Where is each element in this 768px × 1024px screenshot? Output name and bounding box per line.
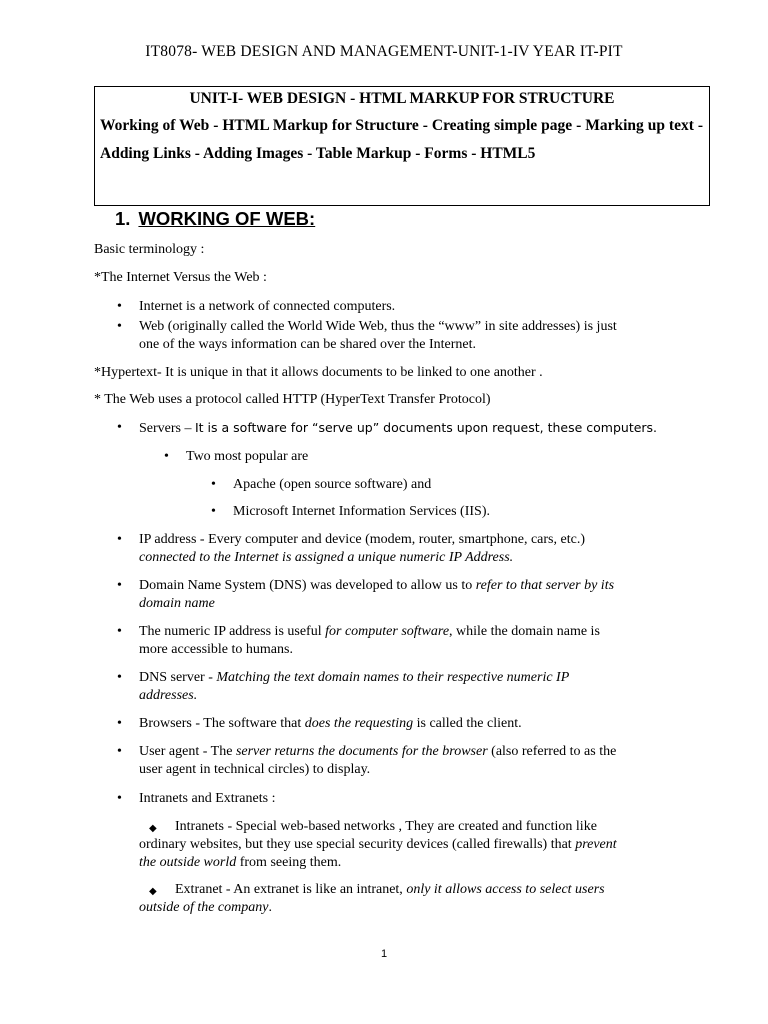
diamond-bullet-icon: ◆ [149, 823, 157, 834]
list-item: • The numeric IP address is useful for computer software, while the domain name is more accessible to humans. [117, 624, 600, 657]
section-heading [115, 208, 315, 230]
bullet-icon: • [117, 716, 122, 731]
basic-terminology: Basic terminology : [94, 242, 205, 257]
list-item: • Browsers - The software that does the requesting is called the client. [117, 716, 522, 731]
list-item: • User agent - The server returns the documents for the browser (also referred to as the user agent in technical circles) to display. [117, 744, 617, 777]
bullet-icon: • [117, 624, 122, 639]
bullet-icon: • [117, 744, 122, 759]
bullet-icon: • [117, 670, 122, 685]
bullet-icon: • [117, 299, 122, 314]
bullet-icon: • [117, 791, 122, 806]
list-item: • Domain Name System (DNS) was developed to allow us to refer to that server by its domain name [117, 578, 615, 611]
internet-vs-web: *The Internet Versus the Web : [94, 270, 267, 285]
bullet-icon: • [117, 532, 122, 547]
section-title: WORKING OF WEB: [138, 208, 316, 229]
section-number: 1. [115, 208, 131, 229]
list-item: • Two most popular are [164, 449, 309, 464]
bullet-icon: • [117, 578, 122, 593]
unit-title: UNIT-I- WEB DESIGN - HTML MARKUP FOR STRUCTURE [189, 90, 615, 107]
bullet-icon: • [117, 420, 122, 435]
list-item: • DNS server - Matching the text domain names to their respective numeric IP addresses. [117, 670, 570, 703]
bullet-icon: • [117, 319, 122, 334]
unit-topics: Working of Web - HTML Markup for Structure - Creating simple page - Marking up text - Adding Links - Adding Images - Table Markup - Forms - HTML5 [100, 117, 703, 162]
hypertext-line: *Hypertext- It is unique in that it allows documents to be linked to one another . [94, 365, 543, 380]
list-item: • Intranets and Extranets : [117, 791, 276, 806]
list-item: • Microsoft Internet Information Services (IIS). [211, 504, 490, 519]
http-line: * The Web uses a protocol called HTTP (HyperText Transfer Protocol) [94, 392, 491, 407]
page-number: 1 [380, 948, 388, 960]
list-item: • Apache (open source software) and [211, 477, 432, 492]
unit-summary-box [94, 86, 710, 206]
list-item: • IP address - Every computer and device (modem, router, smartphone, cars, etc.) connected to the Internet is assigned a unique numeric IP Address. [117, 532, 585, 565]
list-item: ◆ Extranet - An extranet is like an intranet, only it allows access to select users outside of the company. [139, 882, 605, 915]
list-item: • Internet is a network of connected computers. [117, 299, 396, 314]
bullet-icon: • [211, 504, 216, 519]
bullet-icon: • [164, 449, 169, 464]
list-item: • Web (originally called the World Wide Web, thus the “www” in site addresses) is just one of the ways information can be shared over the Internet. [117, 319, 617, 352]
diamond-bullet-icon: ◆ [149, 886, 157, 897]
bullet-icon: • [211, 477, 216, 492]
list-item: ◆ Intranets - Special web-based networks , They are created and function like ordinary websites, but they use special security devices (called firewalls) that prevent the outside world from seeing them. [139, 819, 617, 870]
page-header: IT8078- WEB DESIGN AND MANAGEMENT-UNIT-1-IV YEAR IT-PIT [145, 43, 623, 60]
list-item: • Servers – It is a software for “serve up” documents upon request, these computers. [117, 420, 658, 436]
